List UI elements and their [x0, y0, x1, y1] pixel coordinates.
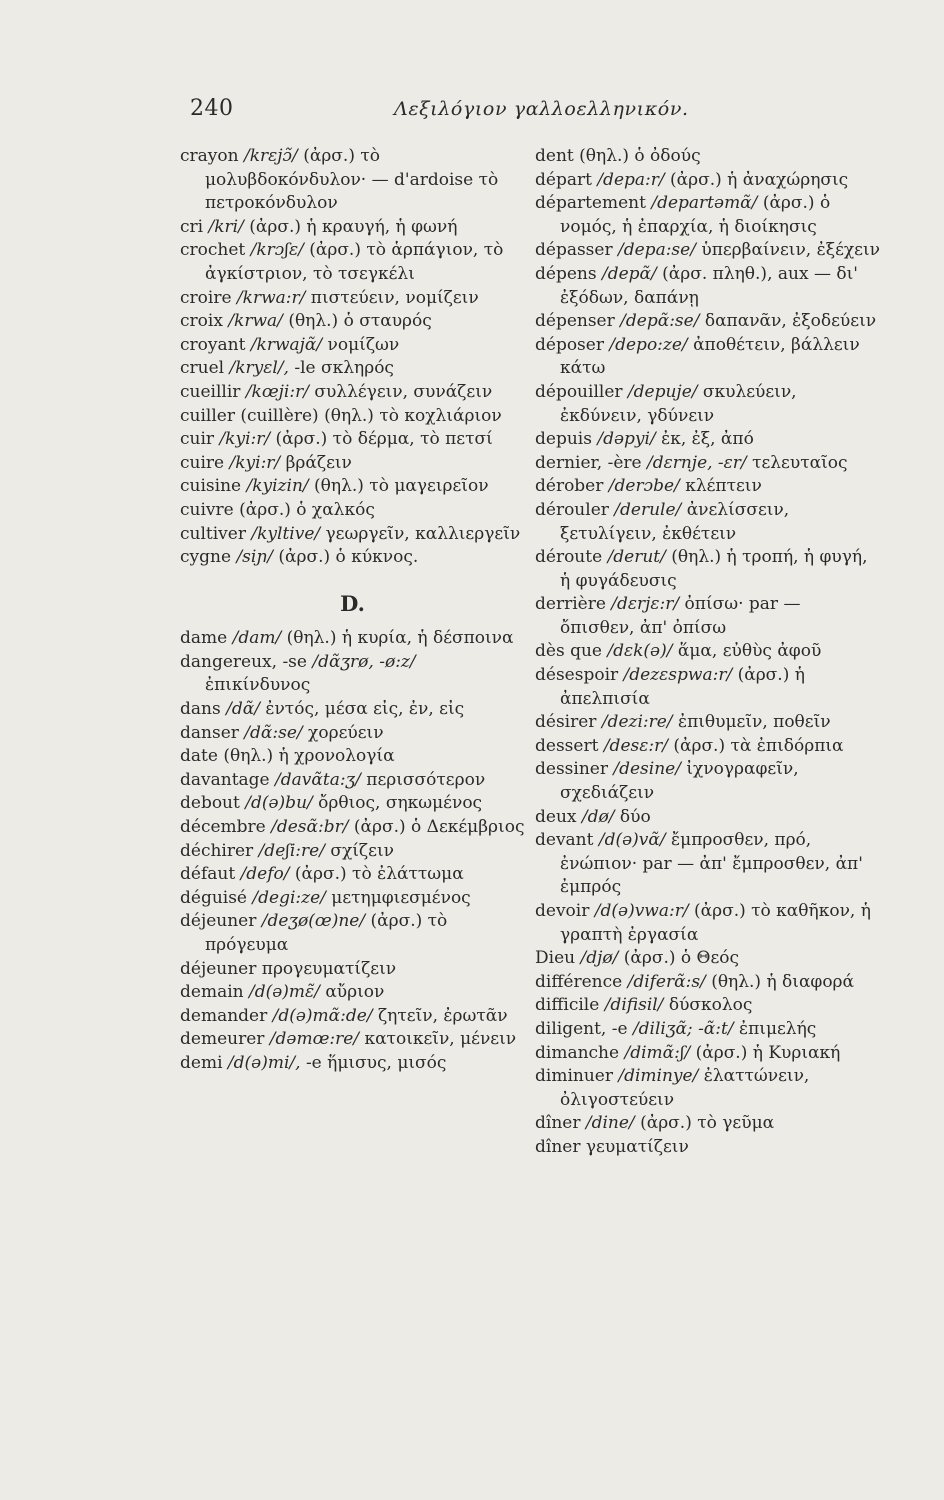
entry-definition: (ἀρσ.) ὁ νομός, ἡ ἐπαρχία, ἡ διοίκησις [560, 193, 831, 237]
entry-headword: cueillir [180, 381, 241, 402]
dictionary-entry [535, 381, 880, 428]
entry-definition: (ἀρσ.) τὸ ἁρπάγιον, τὸ ἀγκίστριον, τὸ τσεγκέλι [205, 240, 504, 284]
entry-headword: dangereux, -se [180, 651, 307, 672]
dictionary-entry [180, 651, 525, 698]
dictionary-entry [535, 640, 880, 664]
entry-headword: derrière [535, 594, 606, 615]
entry-pronunciation: /depo:ze/ [609, 334, 688, 355]
entry-definition: (θηλ.) ἡ κυρία, ἡ δέσποινα [286, 628, 514, 649]
entry-definition: δύο [619, 806, 651, 827]
entry-definition: (ἀρσ.) ὁ Θεός [623, 948, 740, 969]
entry-definition: ὀπίσω· par — ὄπισθεν, ἀπ' ὀπίσω [560, 594, 801, 638]
entry-definition: (θηλ.) ὁ ὀδούς [579, 146, 701, 166]
dictionary-entry [535, 971, 880, 995]
entry-definition: ἰχνογραφεῖν, σχεδιάζειν [560, 759, 799, 804]
entry-definition: (θηλ.) ἡ διαφορά [711, 971, 855, 992]
entry-definition: (ἀρσ.) ἡ Κυριακή [695, 1042, 841, 1063]
dictionary-entry [180, 958, 525, 982]
dictionary-entry [180, 1005, 525, 1029]
dictionary-entry [180, 452, 525, 476]
entry-definition: ἐλαττώνειν, ὀλιγοστεύειν [560, 1066, 810, 1110]
dictionary-entry [180, 863, 525, 887]
entry-definition: ἔμπροσθεν, πρό, ἐνώπιον· par — ἀπ' ἔμπροσθεν, ἀπ' ἐμπρός [560, 830, 863, 898]
entry-definition: νομίζων [327, 334, 400, 355]
entry-headword: dessert [535, 735, 599, 756]
entry-headword: crochet [180, 240, 246, 261]
entry-headword: devoir [535, 901, 590, 921]
entry-definition: (ἀρσ.) ἡ ἀναχώρησις [670, 169, 849, 190]
dictionary-entry [535, 806, 880, 830]
entry-pronunciation: /d(ə)vɑ̃/ [598, 830, 666, 851]
entry-pronunciation: /krwa:r/ [236, 287, 306, 308]
dictionary-entry [535, 947, 880, 971]
dictionary-entry [180, 910, 525, 957]
entry-pronunciation: /kri/ [208, 216, 244, 237]
entry-headword: dîner [535, 1113, 581, 1134]
entry-definition: (ἀρσ.) ἡ κραυγή, ἡ φωνή [249, 216, 458, 237]
entry-headword: dépens [535, 263, 597, 284]
entry-headword: dépasser [535, 240, 613, 261]
entry-pronunciation: /difisil/ [604, 995, 664, 1016]
dictionary-entry [535, 546, 880, 593]
running-title: Λεξιλόγιον γαλλοελληνικόν. [394, 98, 689, 120]
dictionary-entry [180, 887, 525, 911]
dictionary-entry [535, 263, 880, 310]
entry-pronunciation: /degi:ze/ [252, 887, 326, 908]
entry-pronunciation: /dø/ [581, 806, 615, 827]
entry-definition: τελευταῖος [752, 452, 848, 473]
entry-headword: diligent, -e [535, 1018, 628, 1039]
entry-definition: (ἀρσ.) τὸ μολυβδοκόνδυλον· — d'ardoise τὸ πετροκόνδυλον [205, 146, 499, 214]
entry-pronunciation: /depa:se/ [618, 240, 696, 261]
dictionary-entry [180, 310, 525, 334]
dictionary-entry [180, 981, 525, 1005]
entries-d-list [180, 627, 525, 1075]
entry-headword: déchirer [180, 840, 254, 861]
entry-definition: ἐντός, μέσα εἰς, ἐν, εἰς [265, 699, 465, 720]
entry-definition: ἀποθέτειν, βάλλειν κάτω [560, 334, 860, 379]
entry-definition: (ἀρσ.) τὸ δέρμα, τὸ πετσί [275, 429, 493, 450]
entry-pronunciation: /kyi:r/ [229, 452, 281, 473]
entry-headword: déroute [535, 547, 603, 568]
entry-headword: cuivre [180, 499, 234, 520]
entry-pronunciation: /dɛrnje, -ɛr/ [646, 452, 747, 473]
dictionary-entry [180, 1052, 525, 1076]
entry-headword: Dieu [535, 948, 576, 969]
entry-headword: croix [180, 311, 223, 332]
dictionary-entry [180, 475, 525, 499]
entry-pronunciation: /dəpyi/ [597, 429, 656, 450]
entry-definition: γευματίζειν [585, 1136, 689, 1157]
entry-definition: (ἀρσ.) τὰ ἐπιδόρπια [673, 735, 844, 756]
entry-headword: cuir [180, 429, 215, 450]
entry-pronunciation: /deʃi:re/ [258, 840, 325, 861]
entry-pronunciation: /derɔbe/ [608, 476, 680, 497]
dictionary-entry [535, 593, 880, 640]
entry-headword: cultiver [180, 523, 246, 544]
entry-pronunciation: /dine/ [585, 1113, 635, 1134]
section-letter-d: D. [340, 590, 365, 616]
entry-pronunciation: /depɑ̃:se/ [620, 311, 700, 332]
entry-pronunciation: /dəmœ:re/ [269, 1029, 360, 1050]
dictionary-entry [180, 627, 525, 651]
entry-definition: σκυλεύειν, ἐκδύνειν, γδύνειν [560, 381, 797, 426]
entry-headword: dessiner [535, 759, 608, 780]
dictionary-entry [180, 698, 525, 722]
entry-pronunciation: /dimɑ̃:ʃ/ [624, 1042, 691, 1063]
entry-definition: ἐκ, ἐξ, ἀπό [661, 429, 754, 450]
entry-headword: depuis [535, 429, 592, 450]
dictionary-entry [180, 239, 525, 286]
entry-pronunciation: /krwajɑ̃/ [250, 334, 323, 355]
entry-definition: (ἀρσ.) ὁ κύκνος. [278, 547, 419, 568]
dictionary-entry [535, 994, 880, 1018]
dictionary-entry [535, 664, 880, 711]
dictionary-entry [180, 334, 525, 358]
entry-headword: devant [535, 830, 594, 851]
entry-pronunciation: /depuje/ [627, 381, 698, 402]
entry-headword: déguisé [180, 887, 247, 908]
entry-headword: dent [535, 146, 574, 166]
entry-pronunciation: /desɑ̃:br/ [271, 817, 349, 838]
page-number: 240 [190, 96, 234, 121]
entry-definition: ζητεῖν, ἐρωτᾶν [377, 1005, 508, 1026]
entry-definition: -e ἥμισυς, μισός [305, 1052, 447, 1073]
entry-pronunciation: /deʒø(œ)ne/ [261, 911, 366, 932]
entry-pronunciation: /dɑ̃/ [226, 699, 260, 720]
dictionary-entry [180, 357, 525, 381]
entry-definition: περισσότερον [366, 769, 486, 790]
entry-headword: département [535, 193, 646, 214]
entry-pronunciation: /depa:r/ [597, 169, 665, 190]
entry-definition: (θηλ.) τὸ μαγειρεῖον [314, 476, 489, 497]
entry-pronunciation: /krwa/ [228, 311, 283, 332]
entry-pronunciation: /derut/ [607, 547, 666, 568]
dictionary-entry [180, 816, 525, 840]
entry-pronunciation: /siɲ/ [236, 547, 273, 568]
dictionary-entry [180, 792, 525, 816]
entry-headword: cygne [180, 547, 232, 568]
entry-definition: (ἀρσ.) ἡ ἀπελπισία [560, 665, 805, 709]
entry-definition: μετημφιεσμένος [331, 887, 471, 908]
entry-headword: cri [180, 216, 204, 237]
dictionary-entry [180, 145, 525, 216]
entry-definition: αὔριον [325, 982, 385, 1003]
entry-headword: deux [535, 806, 577, 827]
entry-headword: cuire [180, 452, 225, 473]
entry-definition: (ἀρσ.) τὸ πρόγευμα [205, 911, 448, 955]
entry-headword: dès que [535, 641, 602, 662]
entry-headword: cruel [180, 358, 225, 379]
entry-pronunciation: /diminye/ [618, 1066, 699, 1087]
entries-right-list [535, 145, 880, 1160]
entry-pronunciation: /d(ə)mɛ̃/ [249, 982, 320, 1003]
entry-definition: (ἀρσ.) τὸ ἐλάττωμα [294, 864, 464, 885]
dictionary-entry [535, 1065, 880, 1112]
entry-definition: ἐπιμελής [738, 1018, 817, 1039]
dictionary-entry [535, 1112, 880, 1136]
dictionary-entry [535, 1018, 880, 1042]
entry-definition: (ἀρσ.) ὁ Δεκέμβριος [353, 817, 525, 838]
entry-definition: ἀνελίσσειν, ξετυλίγειν, ἐκθέτειν [560, 499, 790, 544]
entry-definition: ἐπικίνδυνος [205, 675, 311, 696]
right-column [535, 145, 880, 1160]
page-header [190, 96, 790, 126]
entry-headword: cuiller (cuillère) [180, 405, 319, 426]
entry-pronunciation: /departəmɑ̃/ [651, 193, 758, 214]
entry-headword: dernier, -ère [535, 452, 642, 473]
dictionary-entry [535, 1136, 880, 1160]
entry-headword: demi [180, 1052, 223, 1073]
entry-definition: (ἀρσ. πληθ.), aux — δι' ἐξόδων, δαπάνῃ [560, 263, 858, 308]
entry-definition: κατοικεῖν, μένειν [364, 1029, 517, 1050]
entry-pronunciation: /dɑ̃:se/ [244, 722, 303, 743]
entry-headword: dérober [535, 476, 604, 497]
entry-headword: croyant [180, 334, 246, 355]
entry-pronunciation: /defo/ [240, 864, 290, 885]
dictionary-entry [535, 499, 880, 546]
entry-definition: πιστεύειν, νομίζειν [310, 287, 479, 308]
entry-headword: dépouiller [535, 381, 623, 402]
entry-headword: désespoir [535, 665, 619, 686]
entry-definition: ὑπερβαίνειν, ἐξέχειν [701, 240, 880, 261]
entry-headword: demeurer [180, 1029, 265, 1050]
dictionary-entry [180, 769, 525, 793]
dictionary-entry [535, 310, 880, 334]
dictionary-entry [535, 452, 880, 476]
dictionary-entry [180, 1028, 525, 1052]
entry-headword: dîner [535, 1136, 581, 1157]
entry-headword: debout [180, 793, 240, 814]
dictionary-entry [180, 499, 525, 523]
entry-pronunciation: /diferɑ̃:s/ [627, 971, 706, 992]
entry-definition: (ἀρσ.) ὁ χαλκός [239, 499, 375, 520]
entry-definition: βράζειν [285, 452, 352, 473]
entry-pronunciation: /d(ə)bu/ [245, 793, 313, 814]
dictionary-entry [180, 546, 525, 570]
entry-headword: dérouler [535, 499, 609, 520]
entry-pronunciation: /d(ə)mi/, [227, 1052, 301, 1073]
entry-headword: davantage [180, 769, 270, 790]
dictionary-entry [180, 840, 525, 864]
dictionary-entry [180, 287, 525, 311]
entry-pronunciation: /dɛk(ə)/ [607, 641, 673, 662]
entry-definition: (θηλ.) ὁ σταυρός [288, 311, 432, 332]
entry-pronunciation: /kyltive/ [251, 523, 321, 544]
entry-headword: demain [180, 982, 244, 1003]
entry-pronunciation: /dezɛspwa:r/ [623, 665, 733, 686]
entry-headword: danser [180, 722, 239, 743]
entry-definition: ἐπιθυμεῖν, ποθεῖν [677, 712, 831, 733]
entry-definition: (θηλ.) ἡ τροπή, ἡ φυγή, ἡ φυγάδευσις [560, 547, 868, 591]
entry-headword: déposer [535, 334, 604, 355]
dictionary-entry [180, 381, 525, 405]
dictionary-entry [535, 829, 880, 900]
entry-headword: défaut [180, 864, 236, 885]
entry-pronunciation: /desine/ [613, 759, 681, 780]
entry-pronunciation: /djø/ [580, 948, 619, 969]
entry-headword: crayon [180, 146, 239, 166]
entry-definition: δαπανᾶν, ἐξοδεύειν [704, 311, 877, 332]
entry-definition: γεωργεῖν, καλλιεργεῖν [325, 523, 521, 544]
entry-definition: προγευματίζειν [261, 958, 397, 979]
entry-headword: difficile [535, 995, 600, 1016]
entry-headword: décembre [180, 817, 266, 838]
entry-definition: ἅμα, εὐθὺς ἀφοῦ [677, 641, 822, 662]
entry-pronunciation: /d(ə)vwa:r/ [594, 901, 689, 921]
entry-headword: dame [180, 628, 228, 649]
entry-pronunciation: /dam/ [232, 628, 282, 649]
entry-definition: (θηλ.) ἡ χρονολογία [223, 746, 395, 767]
dictionary-entry [180, 722, 525, 746]
entry-definition: χορεύειν [308, 722, 384, 743]
dictionary-entry [535, 428, 880, 452]
dictionary-entry [180, 405, 525, 429]
entry-pronunciation: /dɑ̃ʒrø, -ø:z/ [312, 651, 416, 672]
entry-headword: dimanche [535, 1042, 620, 1063]
entry-pronunciation: /kryɛl/, [229, 358, 289, 379]
entry-headword: différence [535, 971, 623, 992]
dictionary-entry [535, 1042, 880, 1066]
dictionary-entry [535, 711, 880, 735]
dictionary-entry [535, 192, 880, 239]
entry-headword: date [180, 746, 218, 767]
dictionary-entry [535, 239, 880, 263]
entry-headword: déjeuner [180, 958, 257, 979]
entry-pronunciation: /dɛrjɛ:r/ [611, 594, 680, 615]
entry-headword: dépenser [535, 311, 615, 332]
entry-headword: croire [180, 287, 232, 308]
entry-headword: départ [535, 169, 592, 190]
entry-pronunciation: /davɑ̃ta:ʒ/ [275, 769, 361, 790]
entry-headword: cuisine [180, 476, 242, 497]
dictionary-entry [180, 745, 525, 769]
entry-headword: déjeuner [180, 911, 257, 932]
entry-headword: diminuer [535, 1066, 613, 1087]
entry-pronunciation: /derule/ [614, 499, 682, 520]
dictionary-entry [535, 735, 880, 759]
dictionary-entry [535, 475, 880, 499]
entries-c-list [180, 145, 525, 570]
entry-definition: (θηλ.) τὸ κοχλιάριον [324, 405, 502, 426]
left-column [180, 145, 525, 1076]
entry-definition: (ἀρσ.) τὸ γεῦμα [640, 1113, 775, 1134]
entry-pronunciation: /krɛjɔ̃/ [243, 146, 298, 166]
entry-definition: ὄρθιος, σηκωμένος [318, 793, 483, 814]
dictionary-entry [535, 758, 880, 805]
entry-pronunciation: /depɑ̃/ [601, 263, 657, 284]
dictionary-entry [180, 523, 525, 547]
entry-definition: σχίζειν [330, 840, 394, 861]
entry-pronunciation: /kyi:r/ [219, 429, 271, 450]
entry-pronunciation: /krɔʃɛ/ [250, 240, 304, 261]
dictionary-entry [535, 169, 880, 193]
dictionary-entry [180, 428, 525, 452]
entry-pronunciation: /kyizin/ [246, 476, 309, 497]
entry-definition: δύσκολος [668, 995, 753, 1016]
dictionary-entry [535, 334, 880, 381]
entry-definition: -le σκληρός [294, 358, 394, 379]
dictionary-entry [535, 900, 880, 947]
entry-pronunciation: /kœji:r/ [245, 381, 309, 402]
dictionary-entry [535, 145, 880, 169]
dictionary-entry [180, 216, 525, 240]
entry-definition: (ἀρσ.) τὸ καθῆκον, ἡ γραπτὴ ἐργασία [560, 901, 871, 945]
entry-definition: συλλέγειν, συνάζειν [314, 381, 493, 402]
entry-headword: désirer [535, 712, 597, 733]
entry-headword: demander [180, 1005, 268, 1026]
entry-pronunciation: /dezi:re/ [601, 712, 673, 733]
entry-headword: dans [180, 699, 221, 720]
entry-definition: κλέπτειν [685, 476, 762, 497]
entry-pronunciation: /desɛ:r/ [603, 735, 668, 756]
entry-pronunciation: /d(ə)mɑ̃:de/ [272, 1005, 373, 1026]
entry-pronunciation: /diliʒɑ̃; -ɑ̃:t/ [632, 1018, 734, 1039]
